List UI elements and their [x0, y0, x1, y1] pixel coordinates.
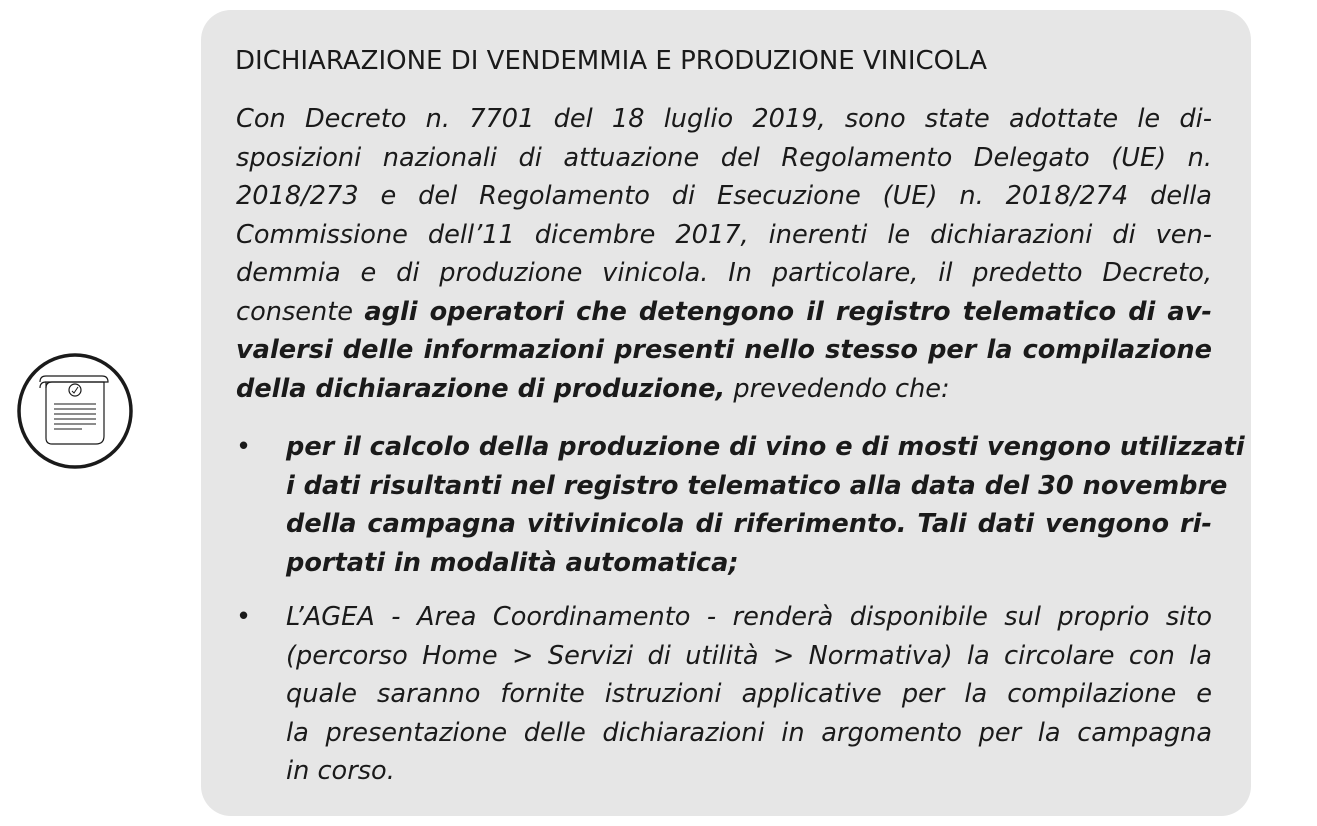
box-title: DICHIARAZIONE DI VENDEMMIA E PRODUZIONE VINICOLA [235, 46, 988, 76]
intro-bold-text: della dichiarazione di produzione, [236, 373, 726, 404]
bullet-line: per il calcolo della produzione di vino e di mosti vengono utilizzati [286, 432, 1245, 462]
intro-line: demmia e di produzione vinicola. In particolare, il predetto Decreto, [236, 258, 1212, 288]
bullet-marker: • [236, 432, 252, 462]
intro-bold-line: valersi delle informazioni presenti nello stesso per la compilazione [236, 335, 1212, 365]
bullet-line: in corso. [286, 756, 395, 786]
intro-text: consente [236, 296, 365, 327]
bullet-line: (percorso Home > Servizi di utilità > Normativa) la circolare con la [286, 640, 1212, 671]
intro-line [236, 293, 1212, 332]
bullet-line: quale saranno fornite istruzioni applicative per la compilazione e [286, 679, 1212, 709]
intro-line [236, 370, 1212, 409]
bullet-marker: • [236, 602, 252, 632]
bullet-line: portati in modalità automatica; [286, 547, 739, 578]
intro-line: 2018/273 e del Regolamento di Esecuzione (UE) n. 2018/274 della [236, 181, 1212, 211]
bullet-line: la presentazione delle dichiarazioni in argomento per la campagna [286, 717, 1212, 748]
bullet-item [286, 428, 1245, 582]
intro-bold-text: agli operatori che detengono il registro telematico di av- [364, 296, 1212, 327]
bullet-line: L’AGEA - Area Coordinamento - renderà disponibile sul proprio sito [286, 602, 1212, 632]
bullet-line: della campagna vitivinicola di riferimento. Tali dati vengono ri- [286, 509, 1212, 539]
intro-text: prevedendo che: [725, 373, 950, 404]
intro-line: Con Decreto n. 7701 del 18 luglio 2019, sono state adottate le di- [236, 104, 1212, 134]
intro-line: Commissione dell’11 dicembre 2017, inerenti le dichiarazioni di ven- [236, 219, 1212, 250]
intro-line: sposizioni nazionali di attuazione del Regolamento Delegato (UE) n. [236, 142, 1212, 173]
bullet-line: i dati risultanti nel registro telematico alla data del 30 novembre [286, 470, 1228, 501]
document-scroll-icon [16, 352, 134, 470]
bullet-item [286, 598, 1212, 791]
intro-paragraph [236, 100, 1212, 408]
